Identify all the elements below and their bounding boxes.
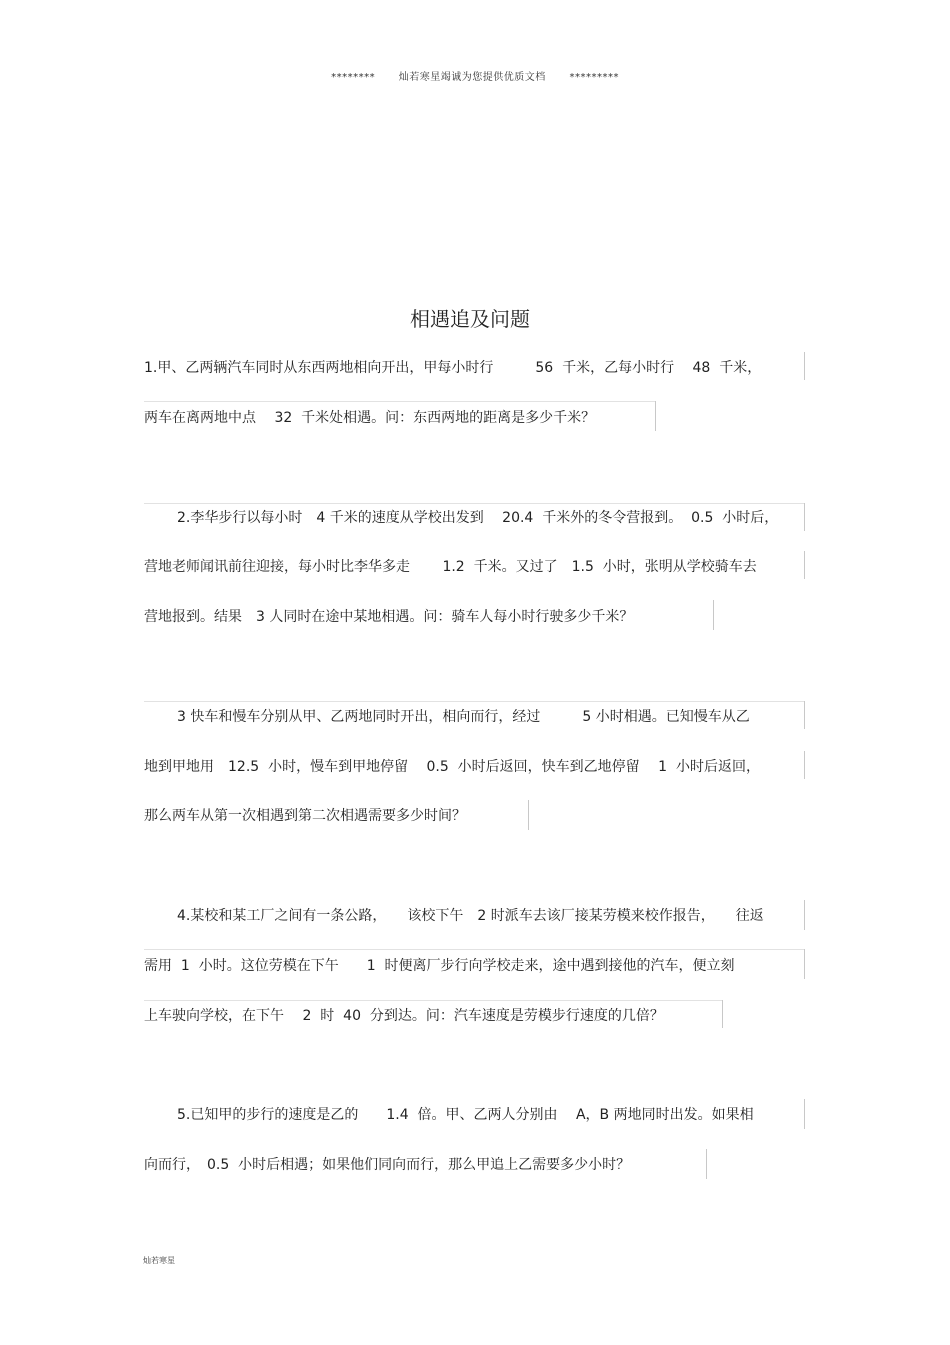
- table-border: [655, 401, 656, 431]
- page-footer: 灿若寒星: [143, 1256, 175, 1265]
- problem-4-line-3: 上车驶向学校，在下午 2 时 40 分到达。问：汽车速度是劳模步行速度的几倍？: [144, 1008, 664, 1024]
- table-border: [804, 751, 805, 779]
- table-border: [706, 1149, 707, 1179]
- problem-2-line-3: 营地报到。结果 3 人同时在途中某地相遇。问：骑车人每小时行驶多少千米？: [144, 609, 634, 625]
- problem-5-line-1: 5.已知甲的步行的速度是乙的 1.4 倍。甲、乙两人分别由 A，B 两地同时出发。如果相: [177, 1107, 754, 1123]
- table-border: [804, 352, 805, 380]
- table-border: [713, 600, 714, 630]
- table-border: [144, 701, 804, 702]
- header-stars-left: ********: [331, 72, 376, 83]
- header-stars-right: *********: [569, 72, 619, 83]
- table-border: [804, 900, 805, 930]
- problem-4-line-1: 4.某校和某工厂之间有一条公路， 该校下午 2 时派车去该厂接某劳模来校作报告， 往返: [177, 908, 764, 924]
- header-text: 灿若寒星竭诚为您提供优质文档: [398, 72, 546, 83]
- page-title: 相遇追及问题: [410, 307, 530, 331]
- problem-4-line-2: 需用 1 小时。这位劳模在下午 1 时便离厂步行向学校走来，途中遇到接他的汽车，便立刻: [144, 958, 735, 974]
- table-border: [804, 701, 805, 729]
- table-border: [144, 1000, 722, 1001]
- problem-1-line-1: 1.甲、乙两辆汽车同时从东西两地相向开出，甲每小时行 56 千米，乙每小时行 48 千米，: [144, 360, 762, 376]
- table-border: [804, 949, 805, 979]
- table-border: [804, 503, 805, 531]
- table-border: [144, 401, 656, 402]
- page-header: [0, 68, 950, 83]
- table-border: [722, 1000, 723, 1028]
- table-border: [804, 551, 805, 579]
- table-border: [804, 1099, 805, 1129]
- problem-3-line-2: 地到甲地用 12.5 小时，慢车到甲地停留 0.5 小时后返回，快车到乙地停留 1 小时后返回，: [144, 759, 760, 775]
- problem-1-line-2: 两车在离两地中点 32 千米处相遇。问：东西两地的距离是多少千米？: [144, 410, 596, 426]
- problem-5-line-2: 向而行， 0.5 小时后相遇；如果他们同向而行，那么甲追上乙需要多少小时？: [144, 1157, 631, 1173]
- problem-3-line-1: 3 快车和慢车分别从甲、乙两地同时开出，相向而行，经过 5 小时相遇。已知慢车从乙: [177, 709, 750, 725]
- problem-2-line-2: 营地老师闻讯前往迎接，每小时比李华多走 1.2 千米。又过了 1.5 小时，张明从学校骑车去: [144, 559, 757, 575]
- table-border: [144, 949, 804, 950]
- problem-3-line-3: 那么两车从第一次相遇到第二次相遇需要多少时间？: [144, 808, 466, 824]
- table-border: [528, 800, 529, 830]
- table-border: [144, 503, 804, 504]
- problem-2-line-1: 2.李华步行以每小时 4 千米的速度从学校出发到 20.4 千米外的冬令营报到。 0.5 小时后，: [177, 510, 779, 526]
